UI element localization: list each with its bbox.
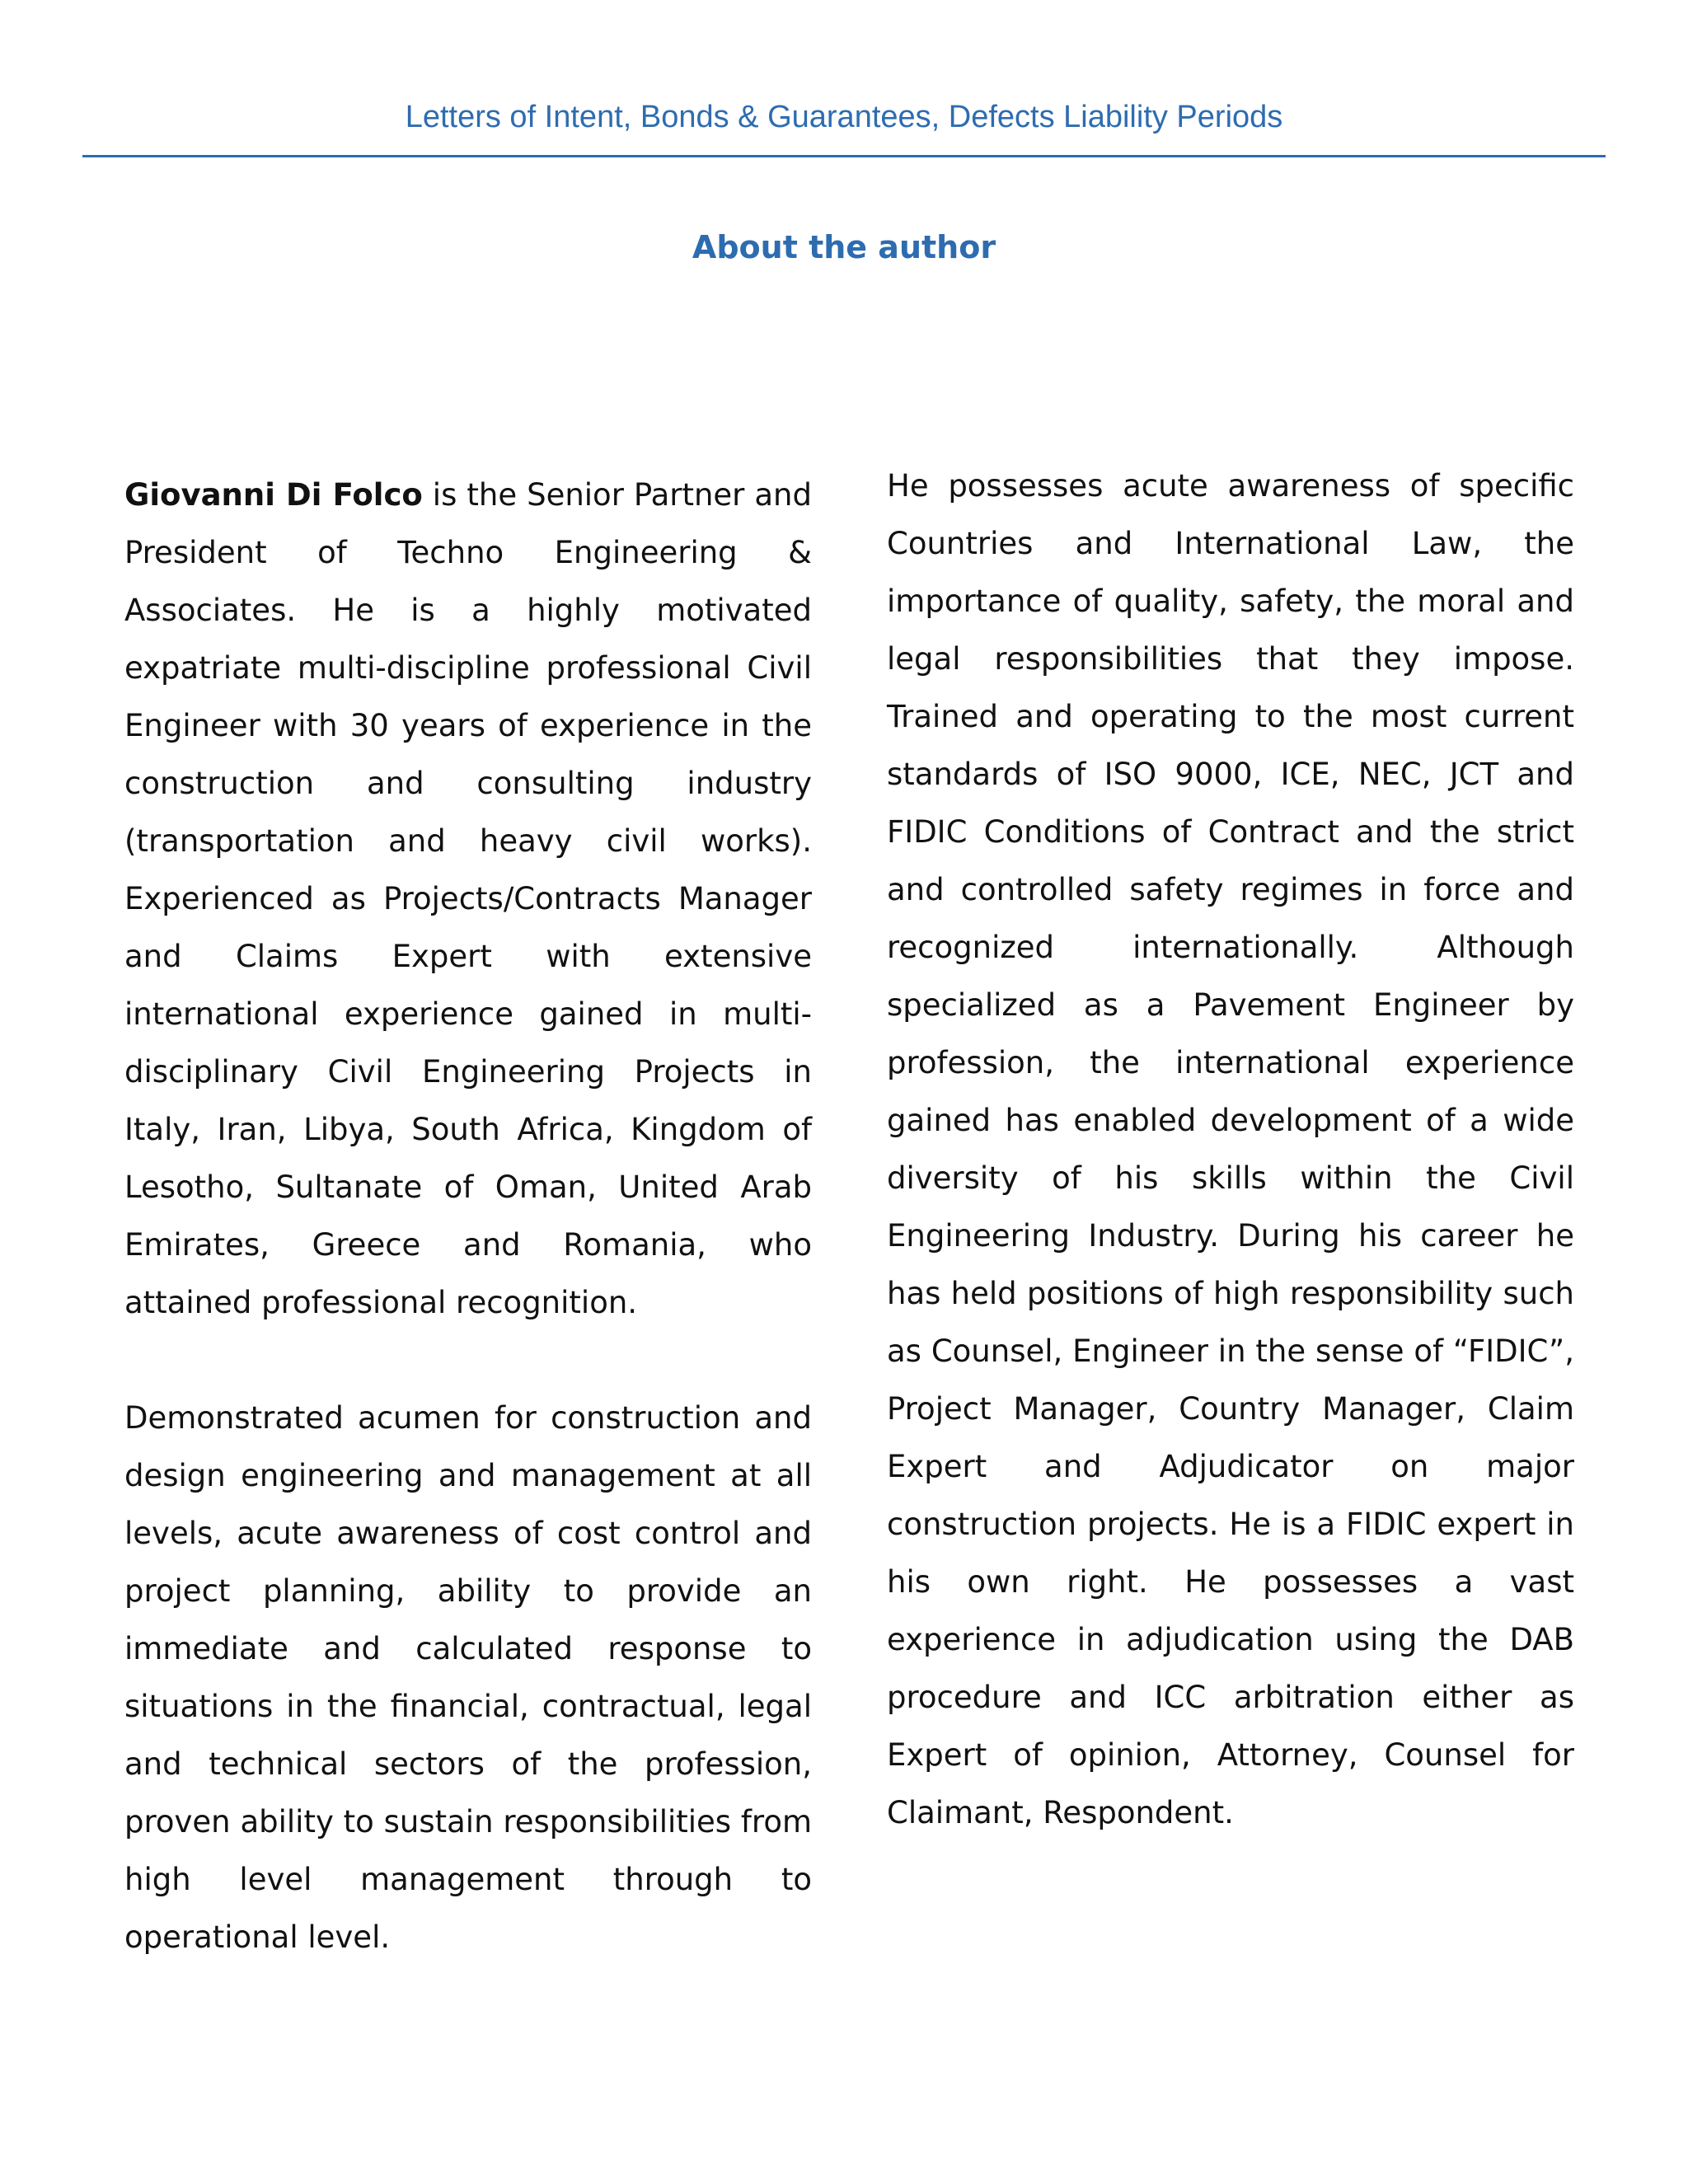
- expertise-paragraph: He possesses acute awareness of specific Countries and International Law, the importance of quality, safety, the moral and legal responsibilities that they impose. Trained and operating to the most current standards of ISO 9000, ICE, NEC, JCT and FIDIC Conditions of Contract and the strict and controlled safety regimes in force and recognized internationally. Although specialized as a Pavement Engineer by profession, the international experience gained has enabled development of a wide diversity of his skills within the Civil Engineering Industry. During his career he has held positions of high responsibility such as Counsel, Engineer in the sense of “FIDIC”, Project Manager, Country Manager, Claim Expert and Adjudicator on major construction projects. He is a FIDIC expert in his own right. He possesses a vast experience in adjudication using the DAB procedure and ICC arbitration either as Expert of opinion, Attorney, Counsel for Claimant, Respondent.: [887, 468, 1574, 1830]
- section-title: About the author: [692, 229, 996, 265]
- left-column: [124, 466, 812, 1966]
- skills-paragraph: Demonstrated acumen for construction and design engineering and management at all levels, acute awareness of cost control and project planning, ability to provide an immediate and calculated response to situations in the financial, contractual, legal and technical sectors of the profession, proven ability to sustain responsibilities from high level management through to operational level.: [124, 1400, 812, 1955]
- author-bio-paragraph: [124, 466, 812, 1332]
- right-column: [887, 457, 1574, 1842]
- header-divider: [82, 155, 1606, 157]
- author-bio-text: is the Senior Partner and President of Techno Engineering & Associates. He is a highly motivated expatriate multi-discipline professional Civil Engineer with 30 years of experience in the construction and consulting industry (transportation and heavy civil works). Experienced as Projects/Contracts Manager and Claims Expert with extensive international experience gained in multi-disciplinary Civil Engineering Projects in Italy, Iran, Libya, South Africa, Kingdom of Lesotho, Sultanate of Oman, United Arab Emirates, Greece and Romania, who attained professional recognition.: [124, 477, 812, 1320]
- author-name: Giovanni Di Folco: [124, 477, 423, 513]
- running-header: Letters of Intent, Bonds & Guarantees, Defects Liability Periods: [405, 100, 1283, 134]
